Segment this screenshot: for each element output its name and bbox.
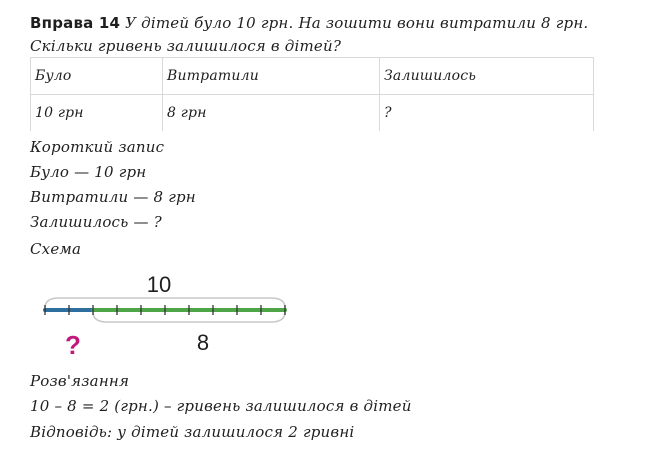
short-note-line: Залишилось — ? [30, 213, 162, 231]
segment-scheme [35, 268, 295, 368]
part-label: 8 [196, 330, 210, 355]
total-label: 10 [146, 272, 172, 297]
task-text: У дітей було 10 грн. На зошити вони витратили 8 грн. Скільки гривень залишилося в дітей? [30, 14, 589, 55]
table-header-cell: Було [31, 58, 163, 95]
short-note-line: Витратили — 8 грн [30, 188, 196, 206]
table-cell: 10 грн [31, 95, 163, 132]
task-statement [30, 12, 640, 58]
table-header-cell: Витратили [163, 58, 380, 95]
table-cell: 8 грн [163, 95, 380, 132]
short-note-title: Короткий запис [30, 138, 165, 156]
scheme-title: Схема [30, 240, 82, 258]
table-row [31, 95, 594, 132]
scheme-diagram [35, 268, 295, 368]
table-header-row [31, 58, 594, 95]
table-header-cell: Залишилось [380, 58, 594, 95]
short-note-line: Було — 10 грн [30, 163, 147, 181]
solution-title: Розв'язання [30, 372, 130, 390]
unknown-label: ? [65, 330, 81, 360]
solution-answer: Відповідь: у дітей залишилося 2 гривні [30, 423, 355, 441]
task-label: Вправа 14 [30, 14, 121, 32]
solution-expression: 10 – 8 = 2 (грн.) – гривень залишилося в дітей [30, 397, 412, 415]
data-table [30, 57, 594, 131]
table-cell: ? [380, 95, 594, 132]
